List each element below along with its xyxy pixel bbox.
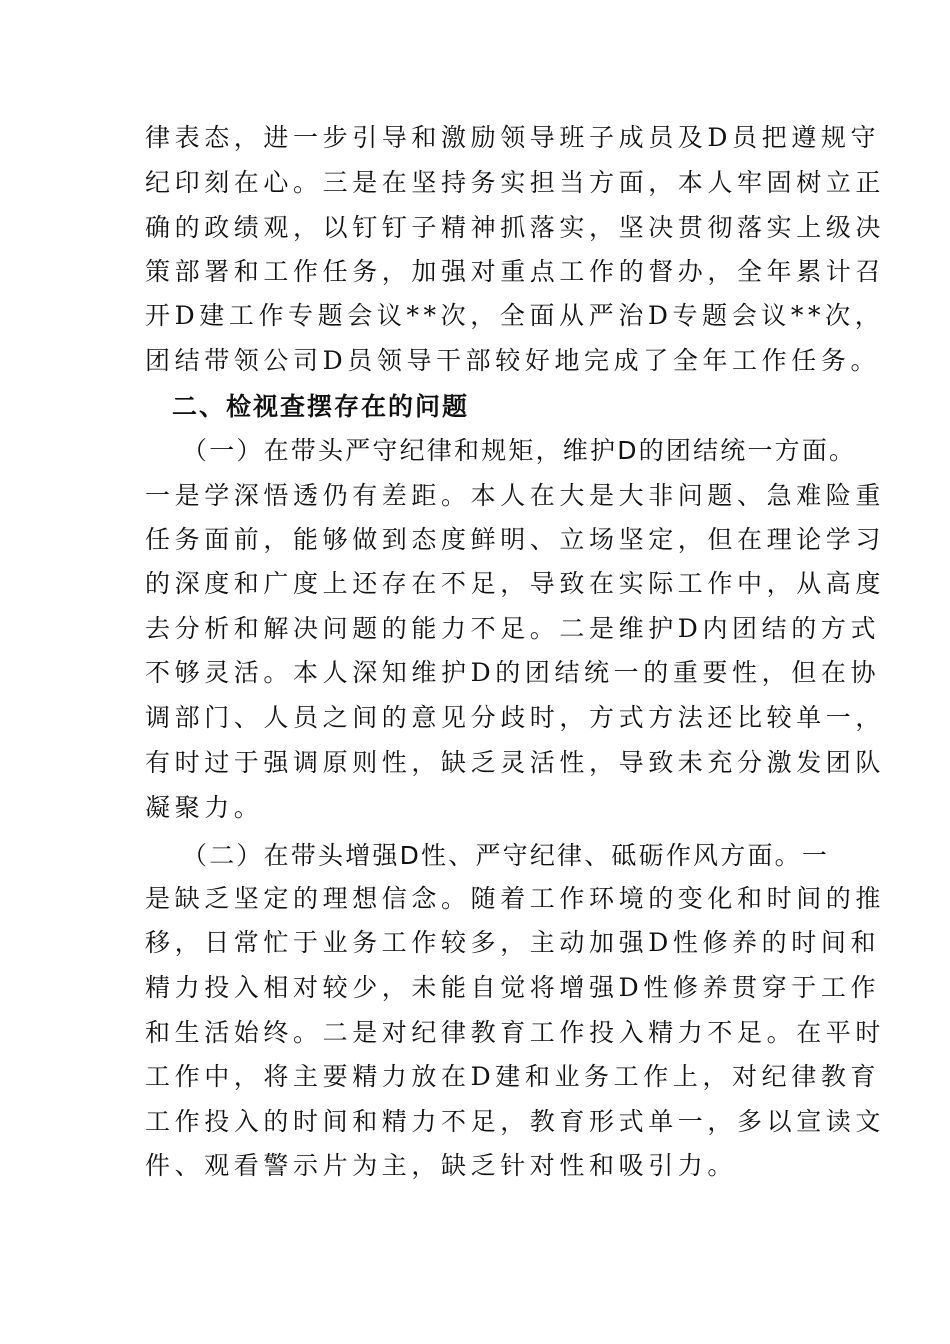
body-text-line: 件、观看警示片为主，缺乏针对性和吸引力。 bbox=[145, 1151, 738, 1180]
body-text-line: 凝聚力。 bbox=[145, 793, 264, 822]
body-text-line: 和生活始终。二是对纪律教育工作投入精力不足。在平时 bbox=[145, 1018, 886, 1047]
body-text-line: 有时过于强调原则性，缺乏灵活性，导致未充分激发团队 bbox=[145, 748, 886, 777]
body-text-line: 任务面前，能够做到态度鲜明、立场坚定，但在理论学习 bbox=[145, 525, 886, 554]
body-text-line: 律表态，进一步引导和激励领导班子成员及D员把遵规守 bbox=[145, 123, 881, 152]
body-text-line: 一是学深悟透仍有差距。本人在大是大非问题、急难险重 bbox=[145, 481, 886, 510]
body-text-line: 移，日常忙于业务工作较多，主动加强D性修养的时间和 bbox=[145, 928, 881, 957]
body-text-line: 团结带领公司D员领导干部较好地完成了全年工作任务。 bbox=[145, 346, 881, 375]
body-text-line: 的深度和广度上还存在不足，导致在实际工作中，从高度 bbox=[145, 569, 886, 598]
body-text-line: 不够灵活。本人深知维护D的团结统一的重要性，但在协 bbox=[145, 658, 881, 687]
body-text-line: 是缺乏坚定的理想信念。随着工作环境的变化和时间的推 bbox=[145, 884, 886, 913]
subsection-heading: （一）在带头严守纪律和规矩，维护D的团结统一方面。 bbox=[182, 436, 857, 465]
section-heading: 二、检视查摆存在的问题 bbox=[172, 392, 470, 421]
body-text-line: 去分析和解决问题的能力不足。二是维护D内团结的方式 bbox=[145, 614, 881, 643]
body-text-line: 确的政绩观，以钉钉子精神抓落实，坚决贯彻落实上级决 bbox=[145, 213, 886, 242]
body-text-line: 纪印刻在心。三是在坚持务实担当方面，本人牢固树立正 bbox=[145, 168, 886, 197]
body-text-line: 精力投入相对较少，未能自觉将增强D性修养贯穿于工作 bbox=[145, 973, 881, 1002]
body-text-line: 调部门、人员之间的意见分歧时，方式方法还比较单一， bbox=[145, 703, 886, 732]
body-text-line: 开D建工作专题会议**次，全面从严治D专题会议**次， bbox=[145, 301, 885, 330]
body-text-line: 工作投入的时间和精力不足，教育形式单一，多以宣读文 bbox=[145, 1107, 886, 1136]
body-text-line: 策部署和工作任务，加强对重点工作的督办，全年累计召 bbox=[145, 257, 886, 286]
subsection-heading: （二）在带头增强D性、严守纪律、砥砺作风方面。一 bbox=[182, 841, 830, 870]
body-text-line: 工作中，将主要精力放在D建和业务工作上，对纪律教育 bbox=[145, 1062, 881, 1091]
